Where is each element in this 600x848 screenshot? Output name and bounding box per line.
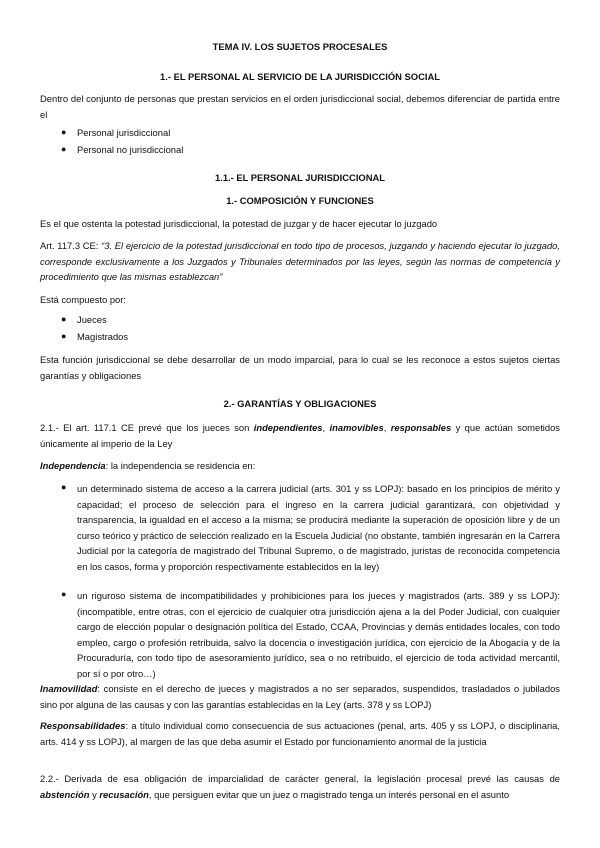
list-item: Jueces bbox=[77, 314, 107, 325]
list-item: Personal jurisdiccional bbox=[77, 127, 171, 138]
inamovilidad-paragraph: Inamovilidad: consiste en el derecho de jueces y magistrados a no ser separados, suspendidos, trasladados o jubilados sino por alguna de las causas y con las garantías establecidas en la Ley (arts. 378 y ss LOPJ) bbox=[40, 683, 560, 710]
compuesto-paragraph: Está compuesto por: bbox=[40, 294, 126, 305]
potestad-paragraph: Es el que ostenta la potestad jurisdiccional, la potestad de juzgar y de hacer ejecutar lo juzgado bbox=[40, 218, 438, 229]
term-recusacion: recusación bbox=[99, 788, 149, 800]
bullet-marker: ● bbox=[61, 589, 67, 599]
section-heading-personal: 1.- EL PERSONAL AL SERVICIO DE LA JURISDICCIÓN SOCIAL bbox=[160, 71, 440, 82]
paragraph-2-2: 2.2.- Derivada de esa obligación de imparcialidad de carácter general, la legislación procesal prevé las causas de abstención y recusación, que persiguen evitar que un juez o magistrado tenga un interés personal en el asunto bbox=[40, 773, 560, 800]
section-heading-garantias: 2.- GARANTÍAS Y OBLIGACIONES bbox=[223, 398, 377, 409]
responsabilidades-paragraph: Responsabilidades: a título individual como consecuencia de sus actuaciones (penal, arts. 405 y ss LOPJ, o disciplinaria, arts. 414 y ss LOPJ), al margen de las que deba asumir el Estado por funcionamiento anormal de la justicia bbox=[40, 720, 560, 747]
term-responsables: responsables bbox=[390, 422, 452, 433]
bullet-marker: ● bbox=[61, 331, 67, 341]
paragraph-2-1: 2.1.- El art. 117.1 CE prevé que los jueces son independientes, inamovibles, responsables y que actúan sometidos únicamente al imperio de la Ley bbox=[40, 422, 560, 449]
article-label: Art. 117.3 CE: bbox=[40, 240, 102, 251]
bullet-marker: ● bbox=[61, 482, 67, 492]
intro-paragraph: Dentro del conjunto de personas que prestan servicios en el orden jurisdiccional social, debemos diferenciar de partida entre el bbox=[40, 93, 560, 120]
term-inamovilidad: Inamovilidad bbox=[40, 683, 98, 694]
article-117-paragraph bbox=[40, 238, 560, 285]
bullet-marker: ● bbox=[61, 127, 67, 137]
independencia-paragraph: Independencia: la independencia se residencia en: bbox=[40, 460, 256, 471]
subsection-heading-composicion: 1.- COMPOSICIÓN Y FUNCIONES bbox=[226, 195, 374, 206]
list-item: Personal no jurisdiccional bbox=[77, 144, 184, 155]
term-independencia: Independencia bbox=[40, 460, 106, 471]
term-abstencion: abstención bbox=[40, 788, 90, 800]
term-responsabilidades: Responsabilidades bbox=[40, 720, 126, 731]
term-independientes: independientes bbox=[253, 422, 323, 433]
funcion-paragraph: Esta función jurisdiccional se debe desarrollar de un modo imparcial, para lo cual se les reconoce a estos sujetos ciertas garantías y obligaciones bbox=[40, 354, 560, 381]
bullet-marker: ● bbox=[61, 314, 67, 324]
list-item: un riguroso sistema de incompatibilidades y prohibiciones para los jueces y magistrados (arts. 389 y ss LOPJ): (incompatible, entre otras, con el ejercicio de cualquier otra jurisdicción ajena a la del Poder Judicial, con cualquier cargo de elección popular o designación política del Estado, CCAA, Provincias y demás entidades locales, con todo empleo, cargo o profesión retribuida, salvo la docencia o investigación jurídica, con ejercicio de la Abogacía y de la Procuraduría, con todo tipo de asesoramiento jurídico, sea o no retribuido, el ejercicio de toda actividad mercantil, por sí o por otro…) bbox=[77, 590, 560, 679]
list-item: un determinado sistema de acceso a la carrera judicial (arts. 301 y ss LOPJ): basado en los principios de mérito y capacidad; el proceso de selección para el ingreso en la carrera judicial garantizará, con objetividad y transparencia, la igualdad en el acceso a la misma; se producirá mediante la superación de oposición libre y de un curso teórico y práctico de selección realizado en la Escuela Judicial (no obstante, también ingresarán en la Carrera Judicial por la categoría de magistrado del Tribunal Supremo, o de magistrado, juristas de reconocida competencia en los casos, forma y proporción respectivamente establecidos en la ley) bbox=[77, 483, 560, 572]
article-quote: “3. El ejercicio de la potestad jurisdiccional en todo tipo de procesos, juzgando y haciendo ejecutar lo juzgado, corresponde exclusivamente a los Juzgados y Tribunales determinados por las leyes, según las normas de competencia y procedimiento que las mismas establezcan” bbox=[40, 240, 560, 282]
document-title: TEMA IV. LOS SUJETOS PROCESALES bbox=[212, 41, 388, 52]
list-item: Magistrados bbox=[77, 331, 129, 342]
term-inamovibles: inamovibles bbox=[329, 422, 384, 433]
subsection-heading-jurisdiccional: 1.1.- EL PERSONAL JURISDICCIONAL bbox=[215, 172, 385, 183]
bullet-marker: ● bbox=[61, 144, 67, 154]
